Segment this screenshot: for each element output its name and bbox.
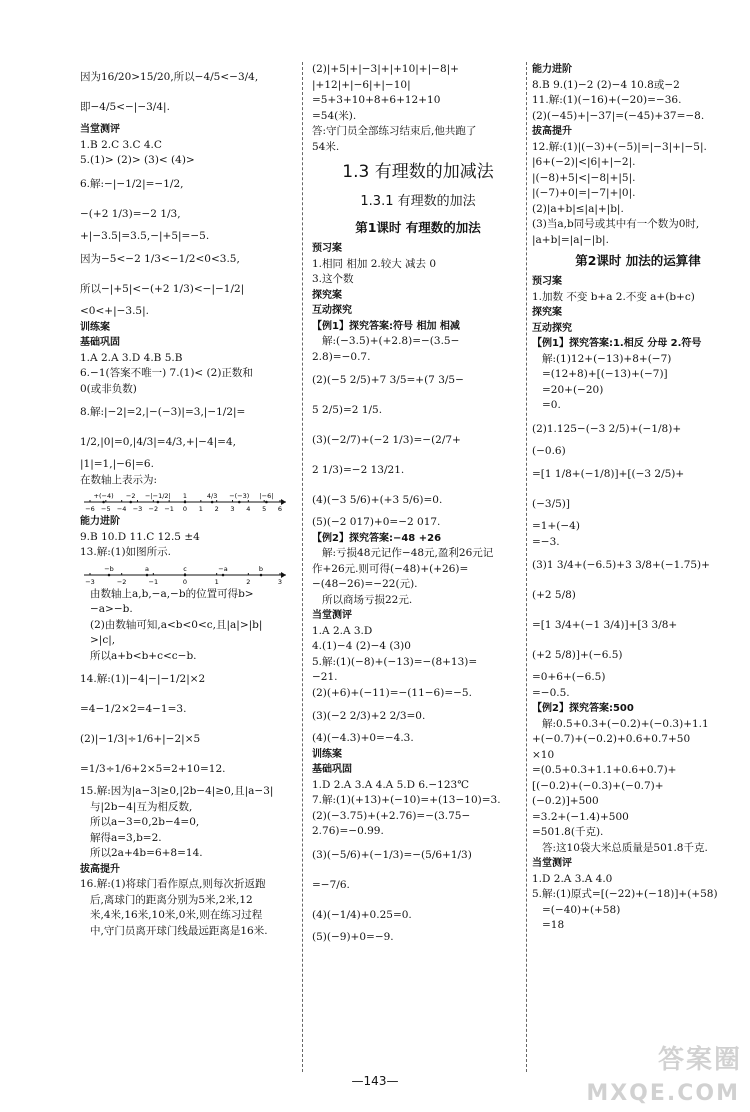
axis-point xyxy=(129,501,132,504)
answer-line: 后,离球门的距离分别为5米,2米,12 xyxy=(90,893,253,906)
answer-line: =[1 3/4+(−1 3/4)]+[3 3/8+ xyxy=(532,619,678,631)
answer-line: −21. xyxy=(312,671,338,683)
answer-line: 在数轴上表示为: xyxy=(80,473,158,486)
answer-line: (−0.2)]+500 xyxy=(532,795,599,807)
section-heading: 当堂测评 xyxy=(80,124,120,135)
axis-point-label: −a xyxy=(218,564,228,573)
answer-line: =1/3÷1/6+2×5=2+10=12. xyxy=(80,763,226,775)
axis-tick-label: −3 xyxy=(132,505,143,513)
answer-line: 1.相同 相加 2.较大 减去 0 xyxy=(312,257,437,270)
axis-tick-label: 0 xyxy=(182,577,188,586)
answer-line: 1.D 2.A 3.A 4.A 5.D 6.−123℃ xyxy=(312,778,469,791)
answer-line: 即−4/5<−|−3/4|. xyxy=(80,101,170,113)
column-divider xyxy=(526,62,527,1072)
axis-point-label: −(−3) xyxy=(229,492,250,500)
answer-line: =(12+8)+[(−13)+(−7)] xyxy=(542,368,668,380)
watermark-url: MXQE.COM xyxy=(586,1081,740,1106)
axis-tick-label: 1 xyxy=(198,505,203,513)
answer-line: (3)当a,b同号或其中有一个数为0时, xyxy=(532,218,700,230)
answer-line: =54(米). xyxy=(312,109,357,122)
section-title: 1.3 有理数的加减法 xyxy=(342,162,494,182)
section-heading: 能力进阶 xyxy=(80,516,120,527)
answer-line: =−0.5. xyxy=(532,686,570,699)
axis-tick-label: 3 xyxy=(230,505,235,513)
answer-line: (3)1 3/4+(−6.5)+3 3/8+(−1.75)+ xyxy=(532,559,710,571)
answer-line: (2)(−3.75)+(+2.76)=−(3.75− xyxy=(312,809,471,822)
answer-line: 16.解:(1)将球门看作原点,则每次折返跑 xyxy=(80,878,266,890)
axis-point-label: a xyxy=(145,564,149,573)
answer-line: 中,守门员离开球门线最远距离是16米. xyxy=(90,924,268,937)
answer-line: 6.−1(答案不唯一) 7.(1)< (2)正数和 xyxy=(80,367,253,379)
column-left xyxy=(80,62,290,1072)
answer-line: +|−3.5|=3.5,−|+5|=−5. xyxy=(80,229,210,242)
section-title: 1.3.1 有理数的加法 xyxy=(360,194,476,209)
axis-point-label: −|−1/2| xyxy=(144,492,171,500)
answer-line: 2.76)=−0.99. xyxy=(312,825,384,837)
answer-line: (5)(−2 017)+0=−2 017. xyxy=(312,516,441,528)
answer-line: |a+b|=|a|−|b|. xyxy=(532,233,609,246)
answer-line: 5 2/5)=2 1/5. xyxy=(312,404,383,416)
axis-tick-label: −2 xyxy=(148,505,159,513)
section-heading: 【例1】探究答案:1.相反 分母 2.符号 xyxy=(532,338,702,349)
axis-point-label: −b xyxy=(104,564,114,573)
answer-line: |6+(−2)|<|6|+|−2|. xyxy=(532,156,636,168)
answer-line: 所以−|+5|<−(+2 1/3)<−|−1/2| xyxy=(80,283,245,295)
answer-line: −a>−b. xyxy=(90,603,133,615)
section-heading: 【例1】探究答案:符号 相加 相减 xyxy=(312,320,460,332)
section-heading: 探究案 xyxy=(312,289,342,301)
section-heading: 当堂测评 xyxy=(532,858,572,869)
section-heading: 能力进阶 xyxy=(532,64,572,75)
answer-line: 13.解:(1)如图所示. xyxy=(80,546,171,558)
answer-line: =−7/6. xyxy=(312,878,350,891)
answer-line: (2)(−5 2/5)+7 3/5=+(7 3/5− xyxy=(312,374,464,386)
answer-line: 1.D 2.A 3.A 4.0 xyxy=(532,872,613,885)
section-heading: 训练案 xyxy=(312,748,342,760)
answer-line: 15.解:因为|a−3|≥0,|2b−4|≥0,且|a−3| xyxy=(80,785,274,797)
axis-tick-label: −1 xyxy=(148,577,159,586)
answer-line: (3)(−2 2/3)+2 2/3=0. xyxy=(312,710,426,722)
answer-line: 解:0.5+0.3+(−0.2)+(−0.3)+1.1 xyxy=(542,717,709,730)
watermark-logo: 答案圈 xyxy=(657,1045,742,1075)
section-heading: 当堂测评 xyxy=(312,610,352,621)
answer-line: (−3/5)] xyxy=(532,498,570,510)
section-heading: 预习案 xyxy=(532,276,562,287)
answer-line: 所以商场亏损22元. xyxy=(322,593,413,606)
axis-tick-label: −6 xyxy=(85,505,95,513)
answer-line: (3)(−5/6)+(−1/3)=−(5/6+1/3) xyxy=(312,848,472,861)
answer-line: (2)(+6)+(−11)=−(11−6)=−5. xyxy=(312,686,472,699)
number-line xyxy=(80,561,290,587)
answer-line: 1.A 2.A 3.D 4.B 5.B xyxy=(80,351,183,364)
axis-tick-label: −2 xyxy=(116,577,127,586)
answer-line: |+12|+|−6|+|−10| xyxy=(312,78,411,91)
axis-point xyxy=(265,501,268,504)
section-title: 第2课时 加法的运算律 xyxy=(575,253,701,268)
axis-point xyxy=(102,501,105,504)
answer-line: 答:这10袋大米总质量是501.8千克. xyxy=(542,841,708,854)
axis-tick-label: −5 xyxy=(101,505,111,513)
section-heading: 基础巩固 xyxy=(80,337,120,348)
number-line-figure xyxy=(80,488,290,514)
axis-point-label: c xyxy=(183,564,187,573)
answer-line: [(−0.2)+(−0.3)+(−0.7)+ xyxy=(532,779,664,792)
number-line xyxy=(80,488,290,514)
section-heading: 拔高提升 xyxy=(80,863,120,875)
axis-tick-label: 5 xyxy=(262,505,267,513)
answer-line: 由数轴上a,b,−a,−b的位置可得b> xyxy=(90,587,254,600)
section-heading: 互动探究 xyxy=(532,322,572,334)
answer-line: 0(或非负数) xyxy=(80,382,137,395)
answer-line: =0. xyxy=(542,399,561,411)
answer-line: 所以a+b<b+c<c−b. xyxy=(90,649,197,662)
axis-point xyxy=(146,573,149,576)
column-right xyxy=(532,62,744,1072)
answer-line: =(−40)+(+58) xyxy=(542,903,621,916)
answer-line: 6.解:−|−1/2|=−1/2, xyxy=(80,177,184,190)
answer-line: (2)由数轴可知,a<b<0<c,且|a|>|b| xyxy=(90,618,263,631)
axis-point-label: |−6| xyxy=(259,492,274,500)
answer-line: 与|2b−4|互为相反数, xyxy=(90,800,193,813)
answer-line: =[1 1/8+(−1/8)]+[(−3 2/5)+ xyxy=(532,468,685,480)
answer-line: 1.加数 不变 b+a 2.不变 a+(b+c) xyxy=(532,290,695,303)
answer-line: (−0.6) xyxy=(532,444,566,457)
answer-line: =18 xyxy=(542,919,565,931)
axis-tick-label: 6 xyxy=(277,505,283,513)
answer-line: 所以a−3=0,2b−4=0, xyxy=(90,816,200,828)
answer-line: 8.解:|−2|=2,|−(−3)|=3,|−1/2|= xyxy=(80,406,246,418)
axis-point xyxy=(184,501,187,504)
answer-line: (4)(−4.3)+0=−4.3. xyxy=(312,732,414,744)
answer-line: 5.解:(1)(−8)+(−13)=−(8+13)= xyxy=(312,655,478,668)
answer-line: 因为−5<−2 1/3<−1/2<0<3.5, xyxy=(80,253,240,265)
axis-point xyxy=(184,573,187,576)
axis-point xyxy=(211,501,214,504)
answer-line: +(−0.7)+(−0.2)+0.6+0.7+50 xyxy=(532,733,691,745)
answer-line: 5.(1)> (2)> (3)< (4)> xyxy=(80,154,195,166)
answer-line: (5)(−9)+0=−9. xyxy=(312,930,394,943)
axis-point-label: 4/3 xyxy=(206,492,218,500)
answer-line: |(−7)+0|=|−7|+|0|. xyxy=(532,187,636,199)
page-number: —143— xyxy=(351,1074,399,1088)
section-heading: 【例2】探究答案:500 xyxy=(532,703,634,714)
axis-point xyxy=(238,501,241,504)
answer-line: 14.解:(1)|−4|−|−1/2|×2 xyxy=(80,673,206,685)
answer-line: 解得a=3,b=2. xyxy=(90,831,162,844)
axis-point-label: −2 xyxy=(125,492,136,500)
column-middle xyxy=(312,62,524,1072)
answer-line: =1+(−4) xyxy=(532,520,580,532)
answer-line: 作+26元.则可得(−48)+(+26)= xyxy=(312,562,469,575)
axis-tick-label: 4 xyxy=(246,505,251,513)
axis-tick-label: −4 xyxy=(116,505,127,513)
section-title: 第1课时 有理数的加法 xyxy=(355,220,481,235)
answer-line: 答:守门员全部练习结束后,他共跑了 xyxy=(312,125,477,137)
section-heading: 互动探究 xyxy=(312,305,352,316)
axis-tick-label: 2 xyxy=(214,505,219,513)
answer-line: |1|=1,|−6|=6. xyxy=(80,458,154,470)
axis-tick-label: 1 xyxy=(214,577,219,586)
section-heading: 训练案 xyxy=(80,321,110,333)
answer-line: 1.B 2.C 3.C 4.C xyxy=(80,138,162,151)
answer-line: (2)|−1/3|÷1/6+|−2|×5 xyxy=(80,733,201,745)
answer-line: 2 1/3)=−2 13/21. xyxy=(312,464,405,476)
answer-line: 3.这个数 xyxy=(312,273,354,285)
answer-line: 2.8)=−0.7. xyxy=(312,350,371,363)
number-line-figure xyxy=(80,561,290,587)
answer-line: 1/2,|0|=0,|4/3|=4/3,+|−4|=4, xyxy=(80,436,236,448)
answer-line: (2)|+5|+|−3|+|+10|+|−8|+ xyxy=(312,63,459,75)
answer-line: (2)|a+b|≤|a|+|b|. xyxy=(532,202,624,215)
answer-line: (+2 5/8) xyxy=(532,589,576,601)
answer-line: 5.解:(1)原式=[(−22)+(−18)]+(+58) xyxy=(532,888,718,900)
answer-line: 4.(1)−4 (2)−4 (3)0 xyxy=(312,640,411,652)
answer-line: 8.B 9.(1)−2 (2)−4 10.8或−2 xyxy=(532,78,680,91)
column-divider xyxy=(302,62,303,1072)
answer-line: (2)(−45)+|−37|=(−45)+37=−8. xyxy=(532,109,705,122)
section-heading: 探究案 xyxy=(532,307,562,318)
axis-point xyxy=(260,573,263,576)
answer-line: 因为16/20>15/20,所以−4/5<−3/4, xyxy=(80,71,259,83)
answer-line: 解:亏损48元记作−48元,盈利26元记 xyxy=(322,547,494,559)
answer-line: 米,4米,16米,10米,0米,则在练习过程 xyxy=(90,909,263,921)
axis-point xyxy=(157,501,160,504)
axis-point-label: +(−4) xyxy=(93,492,114,500)
answer-line: 所以2a+4b=6+8=14. xyxy=(90,847,203,859)
answer-line: ×10 xyxy=(532,748,555,761)
axis-point-label: 1 xyxy=(182,492,188,500)
answer-line: =5+3+10+8+6+12+10 xyxy=(312,94,441,106)
section-heading: 预习案 xyxy=(312,243,342,254)
answer-line: (4)(−1/4)+0.25=0. xyxy=(312,908,412,921)
axis-tick-label: 0 xyxy=(182,505,188,513)
answer-line: =(0.5+0.3+1.1+0.6+0.7)+ xyxy=(532,764,677,776)
answer-line: (3)(−2/7)+(−2 1/3)=−(2/7+ xyxy=(312,434,461,446)
answer-line: =−3. xyxy=(532,535,560,548)
answer-line: −(+2 1/3)=−2 1/3, xyxy=(80,207,181,220)
section-heading: 【例2】探究答案:−48 +26 xyxy=(312,532,442,544)
answer-line: |(−8)+5|<|−8|+|5|. xyxy=(532,171,636,184)
answer-line: (4)(−3 5/6)+(+3 5/6)=0. xyxy=(312,494,443,506)
answer-line: (2)1.125−(−3 2/5)+(−1/8)+ xyxy=(532,422,682,435)
answer-line: =3.2+(−1.4)+500 xyxy=(532,810,629,823)
axis-tick-label: −1 xyxy=(164,505,174,513)
answer-line: 7.解:(1)(+13)+(−10)=+(13−10)=3. xyxy=(312,794,501,806)
axis-point xyxy=(108,573,111,576)
answer-line: =20+(−20) xyxy=(542,383,604,396)
answer-line: 11.解:(1)(−16)+(−20)=−36. xyxy=(532,94,682,106)
answer-line: 解:(1)12+(−13)+8+(−7) xyxy=(542,352,672,365)
answer-line: 9.B 10.D 11.C 12.5 ±4 xyxy=(80,530,200,543)
answer-line: >|c|, xyxy=(90,634,116,646)
axis-point-label: b xyxy=(258,564,264,573)
answer-line: 54米. xyxy=(312,140,340,153)
axis-tick-label: 3 xyxy=(277,577,283,586)
section-heading: 基础巩固 xyxy=(312,764,352,775)
answer-line: 12.解:(1)|(−3)+(−5)|=|−3|+|−5|. xyxy=(532,140,707,153)
section-heading: 拔高提升 xyxy=(532,126,572,137)
answer-line: −(48−26)=−22(元). xyxy=(312,578,418,590)
answer-line: <0<+|−3.5|. xyxy=(80,305,149,317)
answer-line: 解:(−3.5)+(+2.8)=−(3.5− xyxy=(322,335,460,347)
answer-line: =4−1/2×2=4−1=3. xyxy=(80,703,187,715)
answer-line: =0+6+(−6.5) xyxy=(532,671,606,683)
axis-tick-label: −3 xyxy=(85,577,95,586)
axis-point xyxy=(222,573,225,576)
answer-line: (+2 5/8)]+(−6.5) xyxy=(532,649,623,661)
axis-tick-label: 2 xyxy=(246,577,251,586)
answer-line: 1.A 2.A 3.D xyxy=(312,624,373,637)
answer-line: =501.8(千克). xyxy=(532,826,604,838)
